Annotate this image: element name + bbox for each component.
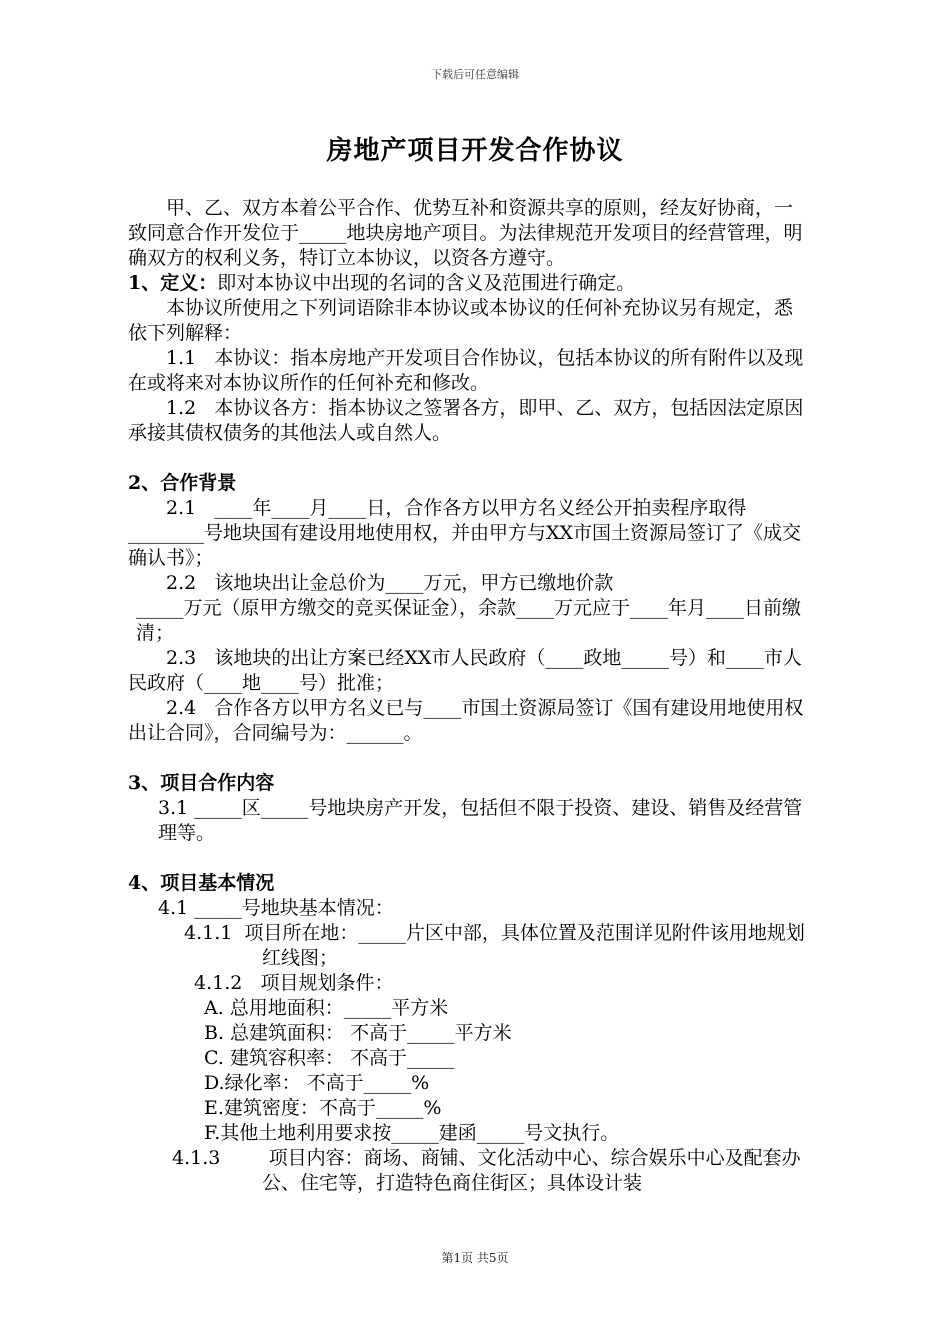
spacer: [128, 746, 808, 771]
clause-4-1-3: 4.1.3 项目内容：商场、商铺、文化活动中心、综合娱乐中心及配套办公、住宅等，打造特色商住街区；具体设计装: [172, 1147, 801, 1194]
page-header: 下载后可任意编辑: [431, 68, 519, 81]
clause-2-3: 2.3 该地块的出让方案已经XX市人民政府（____政地_____号）和____市人民政府（____地____号）批准；: [128, 647, 802, 694]
section-1-heading-line: [128, 271, 808, 296]
clause-2-4: 2.4 合作各方以甲方名义已与____市国土资源局签订《国有建设用地使用权出让合同》，合同编号为：______。: [128, 697, 804, 744]
list-item: C. 建筑容积率： 不高于_____: [204, 1047, 455, 1069]
document-body: [128, 196, 808, 1196]
clause-3-1: 3.1 _____区_____号地块房产开发，包括但不限于投资、建设、销售及经营管理等。: [158, 797, 803, 844]
page-footer: 第1页 共5页: [441, 1251, 509, 1265]
intro-paragraph: 甲、乙、双方本着公平合作、优势互补和资源共享的原则，经友好协商，一致同意合作开发位于_____地块房地产项目。为法律规范开发项目的经营管理，明确双方的权利义务，特订立本协议，以资各方遵守。: [128, 197, 803, 269]
list-item: F.其他土地利用要求按_____建函_____号文执行。: [204, 1122, 620, 1144]
clause-4-1-1: 4.1.1 项目所在地：_____片区中部，具体位置及范围详见附件该用地规划红线图；: [184, 922, 805, 969]
section-2-heading: 2、合作背景: [128, 472, 237, 494]
section-4-heading: 4、项目基本情况: [128, 872, 275, 894]
spacer: [128, 846, 808, 871]
clause-2-2: 2.2 该地块出让金总价为____万元，甲方已缴地价款: [166, 572, 614, 594]
spacer: [128, 446, 808, 471]
clause-1-2: 1.2 本协议各方：指本协议之签署各方，即甲、乙、双方，包括因法定原因承接其债权债务的其他法人或自然人。: [128, 397, 804, 444]
list-item: E.建筑密度：不高于_____%: [204, 1097, 442, 1119]
document-title: 房地产项目开发合作协议: [326, 136, 624, 166]
section-1-heading-rest: 即对本协议中出现的名词的含义及范围进行确定。: [217, 272, 636, 294]
list-item: B. 总建筑面积： 不高于_____平方米: [204, 1022, 512, 1044]
clause-4-1-2: 4.1.2 项目规划条件：: [194, 972, 394, 994]
list-item: A. 总用地面积：_____平方米: [204, 997, 449, 1019]
list-item: D.绿化率： 不高于_____%: [204, 1072, 430, 1094]
clause-1-1: 1.1 本协议：指本房地产开发项目合作协议，包括本协议的所有附件以及现在或将来对本协议所作的任何补充和修改。: [128, 347, 804, 394]
section-1-heading: 1、定义：: [128, 272, 218, 294]
section-3-heading: 3、项目合作内容: [128, 772, 275, 794]
clause-2-1: 2.1 ____年____月____日，合作各方以甲方名义经公开拍卖程序取得 ________号地块国有建设用地使用权，并由甲方与XX市国土资源局签订了《成交确认书》；: [128, 497, 802, 569]
clause-4-1: 4.1 _____号地块基本情况：: [158, 897, 394, 919]
clause-2-2-cont: _____万元（原甲方缴交的竞买保证金），余款____万元应于____年月____日前缴清；: [136, 597, 802, 644]
section-1-paragraph: 本协议所使用之下列词语除非本协议或本协议的任何补充协议另有规定，悉依下列解释：: [128, 297, 794, 344]
